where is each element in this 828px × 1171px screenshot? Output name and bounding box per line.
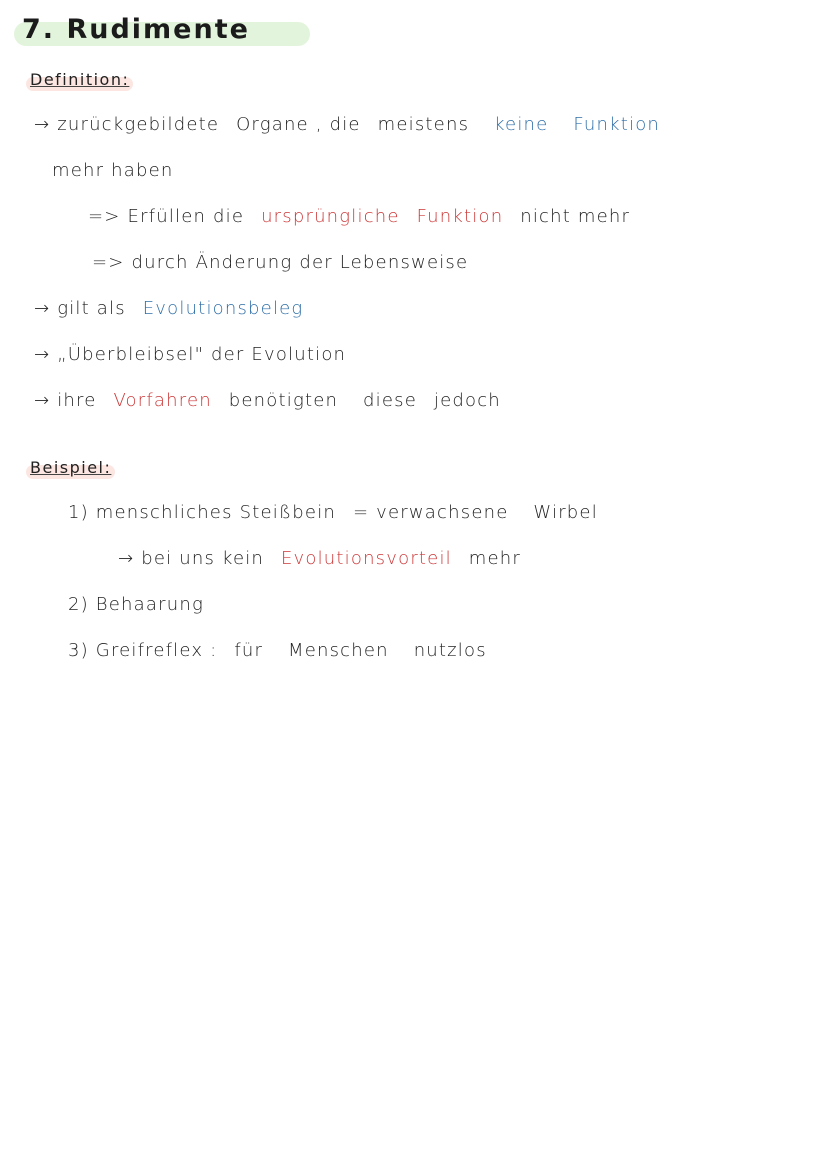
text: jedoch [433,390,501,411]
double-arrow-icon: => [88,206,121,227]
text: mehr [468,548,521,569]
definition-line-3 [88,206,630,227]
definition-heading [30,70,129,89]
text: benötigten [228,390,339,411]
text: Menschen [287,640,389,661]
text: = verwachsene [352,502,509,523]
example-line-1 [68,502,598,523]
example-line-3 [68,640,487,661]
text: für [234,640,264,661]
text: nicht mehr [520,206,631,227]
highlight-text-red: Vorfahren [113,390,212,411]
highlight-text-red: Evolutionsvorteil [280,548,452,569]
arrow-icon: → [34,390,51,411]
arrow-icon: → [34,114,51,135]
text: gilt als [57,298,126,319]
text: Greifreflex [95,640,204,661]
text: nutzlos [413,640,487,661]
page-title: 7. Rudimente [22,14,250,45]
text: , die [315,114,361,135]
list-number: 2) [68,594,89,615]
text: : [210,640,218,661]
highlight-text-red: Funktion [416,206,504,227]
list-number: 1) [68,502,89,523]
arrow-icon: → [34,298,51,319]
example-line-2 [68,594,204,615]
double-arrow-icon: => [92,252,125,273]
text: meistens [377,114,470,135]
text: diese [363,390,417,411]
text: bei uns kein [141,548,265,569]
text: ihre [57,390,97,411]
definition-line-1 [34,114,660,135]
example-line-1-sub [118,548,521,569]
text: Wirbel [533,502,598,523]
highlight-text-blue: Evolutionsbeleg [142,298,304,319]
highlight-text-blue: Funktion [573,114,661,135]
highlight-text-red: ursprüngliche [261,206,400,227]
text: Erfüllen die [127,206,245,227]
definition-heading-text: Definition: [30,70,130,89]
text: „Überbleibsel" der Evolution [57,344,347,365]
text: Behaarung [95,594,204,615]
definition-line-4 [92,252,468,273]
example-heading [30,458,111,477]
definition-line-5 [34,298,303,319]
arrow-icon: → [34,344,51,365]
text: menschliches Steißbein [95,502,337,523]
highlight-text-blue: keine [494,114,549,135]
definition-line-6 [34,344,346,365]
list-number: 3) [68,640,89,661]
text: Organe [236,114,309,135]
arrow-icon: → [118,548,135,569]
example-heading-text: Beispiel: [30,458,112,477]
definition-line-7 [34,390,501,411]
text: durch Änderung der Lebensweise [131,252,469,273]
definition-line-2: mehr haben [52,160,174,181]
text: zurückgebildete [57,114,220,135]
